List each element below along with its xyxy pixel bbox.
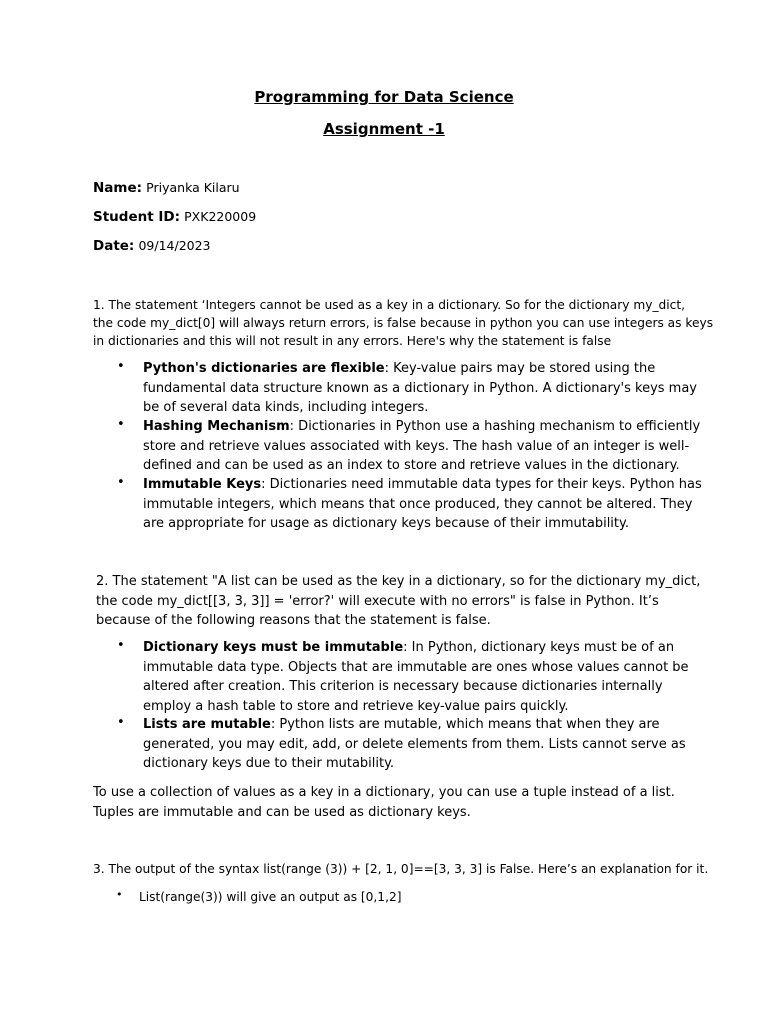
bullet-text: employ a hash table to store and retrieve key-value pairs quickly.: [143, 698, 569, 714]
date-line: [93, 238, 211, 254]
q2-closing-line: Tuples are immutable and can be used as dictionary keys.: [93, 804, 471, 820]
q3-paragraph: 3. The output of the syntax list(range (3)) + [2, 1, 0]==[3, 3, 3] is False. Here’s an explanation for it.: [93, 862, 709, 876]
bullet-text: : Python lists are mutable, which means that when they are: [270, 717, 660, 732]
bullet-term: Python's dictionaries are flexible: [143, 361, 385, 376]
date-value: 09/14/2023: [138, 238, 211, 253]
bullet-text: be of several data kinds, including integers.: [143, 400, 429, 415]
bullet-term: Immutable Keys: [143, 477, 262, 492]
date-label: Date:: [93, 238, 135, 254]
bullet-text: : In Python, dictionary keys must be of an: [403, 640, 675, 655]
q3-bullet: List(range(3)) will give an output as [0,1,2]: [139, 890, 402, 904]
assignment-heading: Assignment -1: [323, 120, 445, 138]
bullet-icon: •: [116, 888, 123, 901]
bullet-text: immutable data type. Objects that are immutable are ones whose values cannot be: [143, 659, 689, 675]
bullet-term: Lists are mutable: [143, 717, 271, 732]
bullet-text: : Dictionaries in Python use a hashing mechanism to efficiently: [289, 419, 701, 434]
student-id-label: Student ID:: [93, 209, 180, 225]
bullet-text: fundamental data structure known as a dictionary in Python. A dictionary's keys may: [143, 380, 697, 396]
name-label: Name:: [93, 180, 143, 196]
bullet-text: immutable integers, which means that once produced, they cannot be altered. They: [143, 496, 693, 512]
q1-bullet-flexible: [143, 359, 697, 418]
bullet-text: generated, you may edit, add, or delete elements from them. Lists cannot serve as: [143, 736, 686, 752]
bullet-text: : Dictionaries need immutable data types for their keys. Python has: [261, 477, 702, 492]
bullet-text: are appropriate for usage as dictionary keys because of their immutability.: [143, 516, 629, 531]
q1-paragraph: [93, 296, 713, 350]
q2-bullet-keys-immutable: [143, 638, 689, 716]
bullet-icon: •: [117, 417, 125, 432]
bullet-text: altered after creation. This criterion is necessary because dictionaries internally: [143, 679, 663, 694]
q2-bullet-lists-mutable: [143, 715, 686, 774]
q2-line: 2. The statement "A list can be used as the key in a dictionary, so for the dictionary my_dict,: [96, 574, 701, 589]
q1-bullet-immutable: [143, 475, 702, 534]
bullet-icon: •: [117, 715, 125, 730]
q1-bullet-hashing: [143, 417, 700, 476]
student-id-line: [93, 209, 256, 225]
bullet-text: defined and can be used as an index to store and retrieve values in the dictionary.: [143, 458, 680, 473]
q2-line: the code my_dict[[3, 3, 3]] = 'error?' will execute with no errors" is false in Python. It’s: [96, 593, 659, 609]
bullet-icon: •: [117, 359, 125, 374]
q2-line: because of the following reasons that the statement is false.: [96, 613, 491, 628]
q1-line: the code my_dict[0] will always return errors, is false because in python you can use integers as keys: [93, 316, 714, 330]
bullet-term: Hashing Mechanism: [143, 419, 290, 434]
bullet-text: store and retrieve values associated with keys. The hash value of an integer is well-: [143, 438, 690, 454]
q1-line: in dictionaries and this will not result in any errors. Here's why the statement is false: [93, 334, 612, 348]
q1-line: 1. The statement ‘Integers cannot be used as a key in a dictionary. So for the dictionary my_dict,: [93, 298, 686, 312]
student-id-value: PXK220009: [184, 209, 257, 224]
name-value: Priyanka Kilaru: [146, 180, 240, 195]
q2-closing-paragraph: [93, 783, 675, 822]
bullet-icon: •: [117, 475, 125, 490]
bullet-text: : Key-value pairs may be stored using the: [384, 361, 656, 376]
bullet-text: dictionary keys due to their mutability.: [143, 756, 395, 771]
bullet-term: Dictionary keys must be immutable: [143, 640, 404, 655]
document-title: Programming for Data Science: [254, 88, 514, 106]
q2-closing-line: To use a collection of values as a key in a dictionary, you can use a tuple instead of a list.: [93, 785, 675, 800]
q2-paragraph: [96, 572, 700, 631]
bullet-icon: •: [117, 638, 125, 653]
name-line: [93, 180, 240, 196]
